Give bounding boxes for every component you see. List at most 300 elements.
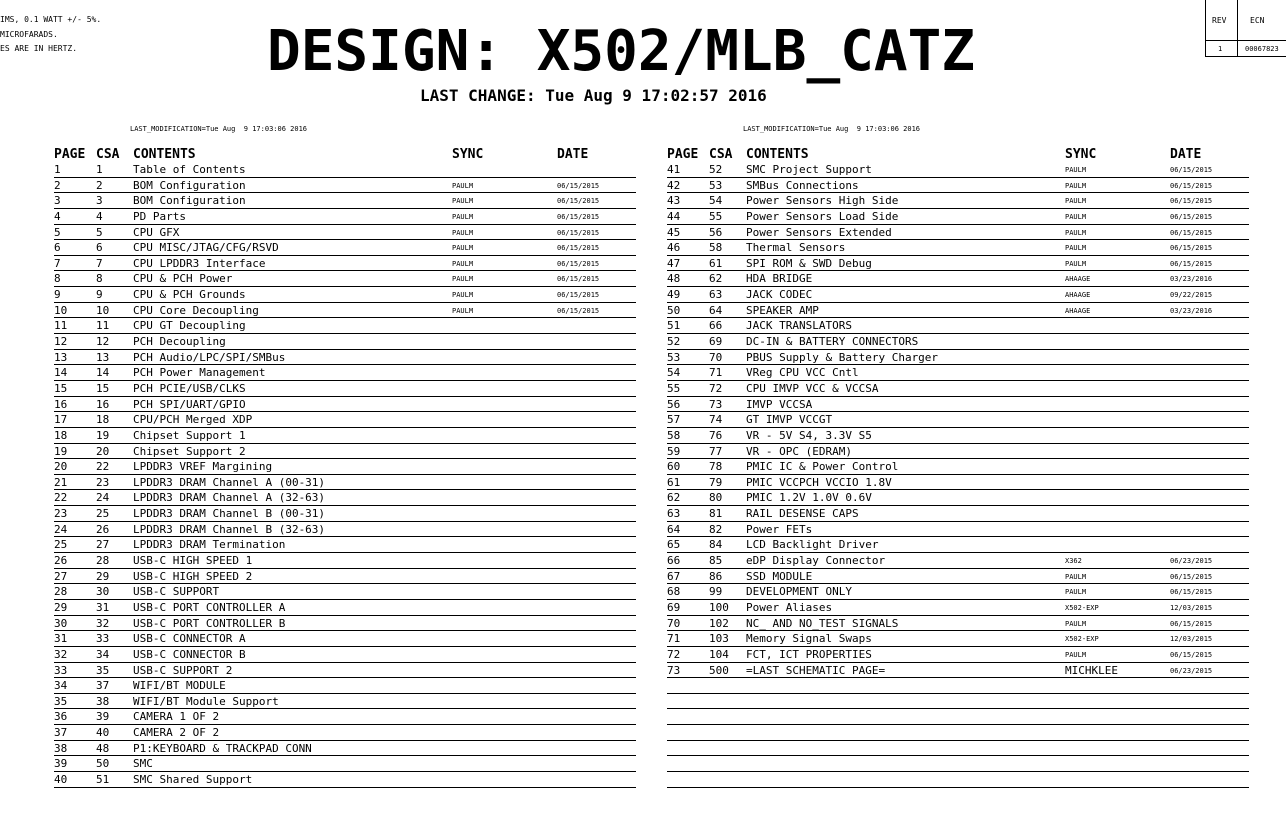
cell-page: 67 (667, 569, 681, 583)
cell-csa: 2 (96, 178, 103, 192)
table-row (54, 412, 636, 428)
table-header (54, 147, 636, 162)
table-row (667, 318, 1249, 334)
cell-page: 41 (667, 163, 681, 176)
cell-csa: 31 (96, 600, 110, 614)
table-row (667, 694, 1249, 710)
cell-csa: 78 (709, 460, 723, 474)
cell-page: 39 (54, 757, 68, 771)
cell-date: 03/23/2016 (1170, 275, 1213, 284)
table-row (667, 271, 1249, 287)
cell-csa: 56 (709, 225, 723, 239)
cell-contents: USB-C CONNECTOR A (133, 632, 246, 646)
ecn-value: 00067823 (1245, 45, 1279, 53)
cell-csa: 14 (96, 366, 110, 380)
cell-date: 06/15/2015 (1170, 572, 1213, 581)
cell-csa: 9 (96, 288, 103, 302)
cell-contents: eDP Display Connector (746, 554, 886, 568)
cell-csa: 50 (96, 757, 110, 771)
cell-date: 06/15/2015 (1170, 228, 1213, 237)
cell-contents: LPDDR3 VREF Margining (133, 460, 273, 474)
cell-csa: 26 (96, 522, 110, 536)
cell-date: 06/15/2015 (1170, 181, 1213, 190)
cell-contents: USB-C SUPPORT 2 (133, 663, 233, 677)
cell-contents: CPU Core Decoupling (133, 303, 259, 317)
cell-sync: X502-EXP (1065, 635, 1099, 644)
cell-csa: 55 (709, 209, 723, 223)
cell-csa: 37 (96, 679, 110, 693)
cell-csa: 34 (96, 647, 110, 661)
cell-page: 18 (54, 428, 68, 442)
header-csa: CSA (96, 147, 120, 162)
header-page: PAGE (54, 147, 86, 162)
cell-contents: Power Sensors Load Side (746, 209, 899, 223)
cell-sync: X362 (1065, 557, 1082, 566)
cell-csa: 63 (709, 288, 723, 302)
cell-csa: 70 (709, 350, 723, 364)
cell-contents: DEVELOPMENT ONLY (746, 585, 852, 599)
header-contents: CONTENTS (133, 147, 196, 162)
cell-csa: 58 (709, 241, 723, 255)
table-row (667, 162, 1249, 178)
cell-date: 06/15/2015 (1170, 197, 1213, 206)
cell-page: 3 (54, 194, 61, 208)
table-row (667, 631, 1249, 647)
cell-csa: 81 (709, 507, 723, 521)
cell-sync: PAULM (452, 244, 474, 253)
cell-contents: HDA BRIDGE (746, 272, 813, 286)
rev-label: REV (1212, 16, 1227, 25)
table-row (54, 381, 636, 397)
cell-contents: NC_ AND NO_TEST SIGNALS (746, 616, 899, 630)
cell-page: 40 (54, 772, 68, 786)
cell-sync: PAULM (1065, 650, 1087, 659)
cell-contents: CPU GFX (133, 225, 180, 239)
cell-contents: LPDDR3 DRAM Channel A (00-31) (133, 475, 326, 489)
cell-csa: 74 (709, 413, 723, 427)
table-row (54, 271, 636, 287)
table-row (667, 459, 1249, 475)
cell-csa: 25 (96, 507, 110, 521)
cell-csa: 27 (96, 538, 110, 552)
cell-contents: CPU & PCH Power (133, 272, 233, 286)
cell-csa: 79 (709, 475, 723, 489)
cell-csa: 84 (709, 538, 723, 552)
cell-csa: 29 (96, 569, 110, 583)
cell-page: 24 (54, 522, 68, 536)
cell-csa: 32 (96, 616, 110, 630)
table-row (667, 334, 1249, 350)
cell-page: 53 (667, 350, 681, 364)
cell-date: 06/15/2015 (1170, 212, 1213, 221)
table-row (667, 350, 1249, 366)
header-csa: CSA (709, 147, 733, 162)
cell-page: 73 (667, 663, 681, 677)
cell-page: 1 (54, 163, 61, 176)
cell-sync: AHAAGE (1065, 306, 1091, 315)
cell-page: 28 (54, 585, 68, 599)
cell-contents: SMC (133, 757, 153, 771)
table-row (667, 303, 1249, 319)
cell-date: 06/15/2015 (557, 275, 600, 284)
cell-page: 26 (54, 554, 68, 568)
rev-value: 1 (1218, 45, 1223, 53)
cell-sync: PAULM (1065, 572, 1087, 581)
cell-page: 38 (54, 741, 68, 755)
cell-sync: PAULM (452, 306, 474, 315)
note-line: ES ARE IN HERTZ. (0, 44, 78, 53)
cell-page: 9 (54, 288, 61, 302)
cell-csa: 5 (96, 225, 103, 239)
last-change: LAST CHANGE: Tue Aug 9 17:02:57 2016 (420, 86, 767, 105)
table-row (54, 209, 636, 225)
cell-page: 23 (54, 507, 68, 521)
cell-page: 14 (54, 366, 68, 380)
cell-contents: PMIC VCCPCH VCCIO 1.8V (746, 475, 892, 489)
cell-page: 60 (667, 460, 681, 474)
cell-contents: BOM Configuration (133, 194, 246, 208)
cell-contents: SMBus Connections (746, 178, 859, 192)
cell-contents: Table of Contents (133, 163, 246, 176)
cell-date: 06/15/2015 (1170, 619, 1213, 628)
cell-date: 06/15/2015 (557, 244, 600, 253)
cell-page: 68 (667, 585, 681, 599)
cell-csa: 19 (96, 428, 110, 442)
table-row (667, 522, 1249, 538)
cell-date: 06/15/2015 (557, 306, 600, 315)
cell-date: 06/15/2015 (1170, 244, 1213, 253)
cell-contents: LPDDR3 DRAM Termination (133, 538, 286, 552)
table-row (54, 490, 636, 506)
cell-page: 37 (54, 726, 68, 740)
cell-csa: 72 (709, 381, 723, 395)
cell-contents: Chipset Support 2 (133, 444, 246, 458)
table-row (54, 709, 636, 725)
table-row (667, 256, 1249, 272)
cell-csa: 73 (709, 397, 723, 411)
cell-csa: 39 (96, 710, 110, 724)
table-row (667, 193, 1249, 209)
cell-contents: SPEAKER AMP (746, 303, 819, 317)
cell-page: 42 (667, 178, 681, 192)
cell-page: 5 (54, 225, 61, 239)
cell-csa: 23 (96, 475, 110, 489)
cell-contents: CPU/PCH Merged XDP (133, 413, 253, 427)
note-line: IMS, 0.1 WATT +/- 5%. (0, 15, 102, 24)
cell-page: 58 (667, 428, 681, 442)
table-row (667, 365, 1249, 381)
cell-csa: 24 (96, 491, 110, 505)
cell-page: 17 (54, 413, 68, 427)
cell-csa: 53 (709, 178, 723, 192)
cell-sync: PAULM (452, 259, 474, 268)
cell-csa: 69 (709, 335, 723, 349)
cell-page: 56 (667, 397, 681, 411)
table-row (54, 616, 636, 632)
cell-page: 16 (54, 397, 68, 411)
cell-contents: PCH PCIE/USB/CLKS (133, 381, 246, 395)
cell-page: 21 (54, 475, 68, 489)
table-row (667, 553, 1249, 569)
table-row (54, 318, 636, 334)
cell-contents: Thermal Sensors (746, 241, 846, 255)
cell-page: 44 (667, 209, 681, 223)
cell-page: 48 (667, 272, 681, 286)
table-row (54, 475, 636, 491)
cell-page: 46 (667, 241, 681, 255)
cell-csa: 15 (96, 381, 110, 395)
rev-divider (1237, 0, 1238, 56)
cell-contents: USB-C PORT CONTROLLER B (133, 616, 286, 630)
table-row (54, 240, 636, 256)
cell-sync: PAULM (1065, 619, 1087, 628)
cell-contents: Memory Signal Swaps (746, 632, 872, 646)
cell-csa: 7 (96, 256, 103, 270)
cell-page: 47 (667, 256, 681, 270)
cell-csa: 16 (96, 397, 110, 411)
header-date: DATE (557, 147, 589, 162)
cell-contents: PMIC 1.2V 1.0V 0.6V (746, 491, 872, 505)
cell-csa: 77 (709, 444, 723, 458)
cell-page: 13 (54, 350, 68, 364)
cell-sync: PAULM (1065, 244, 1087, 253)
cell-csa: 6 (96, 241, 103, 255)
table-row (54, 694, 636, 710)
cell-contents: VR - OPC (EDRAM) (746, 444, 852, 458)
table-row (54, 506, 636, 522)
cell-page: 69 (667, 600, 681, 614)
cell-page: 22 (54, 491, 68, 505)
cell-date: 06/15/2015 (1170, 166, 1213, 174)
cell-csa: 52 (709, 163, 723, 176)
cell-page: 15 (54, 381, 68, 395)
header-contents: CONTENTS (746, 147, 809, 162)
cell-page: 52 (667, 335, 681, 349)
cell-date: 12/03/2015 (1170, 635, 1213, 644)
table-row (667, 569, 1249, 585)
cell-contents: LCD Backlight Driver (746, 538, 879, 552)
cell-contents: WIFI/BT MODULE (133, 679, 226, 693)
cell-csa: 66 (709, 319, 723, 333)
table-row (54, 287, 636, 303)
cell-sync: PAULM (1065, 259, 1087, 268)
cell-contents: BOM Configuration (133, 178, 246, 192)
cell-csa: 80 (709, 491, 723, 505)
cell-csa: 33 (96, 632, 110, 646)
cell-date: 03/23/2016 (1170, 306, 1213, 315)
general-notes (0, 13, 101, 57)
cell-contents: SSD MODULE (746, 569, 813, 583)
cell-csa: 100 (709, 600, 729, 614)
cell-csa: 1 (96, 163, 103, 176)
last-modification-left: LAST_MODIFICATION=Tue Aug 9 17:03:06 2016 (130, 125, 308, 133)
cell-csa: 85 (709, 554, 723, 568)
cell-csa: 82 (709, 522, 723, 536)
cell-page: 63 (667, 507, 681, 521)
cell-csa: 18 (96, 413, 110, 427)
cell-contents: CPU MISC/JTAG/CFG/RSVD (133, 241, 279, 255)
cell-csa: 86 (709, 569, 723, 583)
table-row (54, 334, 636, 350)
cell-page: 70 (667, 616, 681, 630)
table-row (54, 741, 636, 757)
table-row (667, 381, 1249, 397)
table-row (667, 178, 1249, 194)
cell-csa: 64 (709, 303, 723, 317)
table-row (54, 397, 636, 413)
cell-csa: 13 (96, 350, 110, 364)
cell-csa: 3 (96, 194, 103, 208)
cell-csa: 30 (96, 585, 110, 599)
cell-csa: 99 (709, 585, 723, 599)
table-row (667, 756, 1249, 772)
cell-page: 62 (667, 491, 681, 505)
table-row (667, 397, 1249, 413)
table-row (667, 663, 1249, 679)
cell-page: 30 (54, 616, 68, 630)
cell-contents: LPDDR3 DRAM Channel B (00-31) (133, 507, 326, 521)
table-row (667, 678, 1249, 694)
cell-contents: LPDDR3 DRAM Channel B (32-63) (133, 522, 326, 536)
table-row (667, 584, 1249, 600)
cell-csa: 40 (96, 726, 110, 740)
cell-csa: 20 (96, 444, 110, 458)
table-row (54, 663, 636, 679)
table-row (667, 725, 1249, 741)
cell-page: 32 (54, 647, 68, 661)
ecn-label: ECN (1250, 16, 1265, 25)
cell-contents: PD Parts (133, 209, 186, 223)
cell-csa: 500 (709, 663, 729, 677)
cell-csa: 4 (96, 209, 103, 223)
cell-contents: PCH SPI/UART/GPIO (133, 397, 246, 411)
cell-date: 06/15/2015 (557, 197, 600, 206)
cell-page: 65 (667, 538, 681, 552)
table-row (667, 240, 1249, 256)
cell-page: 7 (54, 256, 61, 270)
cell-csa: 38 (96, 694, 110, 708)
cell-contents: VR - 5V S4, 3.3V S5 (746, 428, 872, 442)
table-row (667, 772, 1249, 788)
table-row (54, 631, 636, 647)
cell-csa: 48 (96, 741, 110, 755)
cell-csa: 76 (709, 428, 723, 442)
cell-contents: Power Sensors High Side (746, 194, 899, 208)
table-row (667, 428, 1249, 444)
cell-page: 54 (667, 366, 681, 380)
cell-contents: CAMERA 1 OF 2 (133, 710, 220, 724)
table-row (54, 756, 636, 772)
table-row (667, 490, 1249, 506)
cell-contents: SPI ROM & SWD Debug (746, 256, 872, 270)
cell-date: 06/15/2015 (1170, 650, 1213, 659)
table-row (667, 600, 1249, 616)
cell-sync: PAULM (452, 197, 474, 206)
table-row (54, 678, 636, 694)
cell-contents: Power Sensors Extended (746, 225, 892, 239)
cell-contents: RAIL DESENSE CAPS (746, 507, 859, 521)
table-row (54, 444, 636, 460)
cell-sync: PAULM (452, 181, 474, 190)
cell-page: 11 (54, 319, 68, 333)
header-sync: SYNC (452, 147, 484, 162)
cell-contents: DC-IN & BATTERY CONNECTORS (746, 335, 919, 349)
cell-csa: 54 (709, 194, 723, 208)
cell-date: 06/15/2015 (557, 291, 600, 300)
cell-page: 29 (54, 600, 68, 614)
table-row (54, 256, 636, 272)
cell-contents: PCH Decoupling (133, 335, 226, 349)
table-row (667, 537, 1249, 553)
cell-contents: VReg CPU VCC Cntl (746, 366, 859, 380)
cell-page: 10 (54, 303, 68, 317)
table-row (54, 537, 636, 553)
design-title: DESIGN: X502/MLB_CATZ (267, 19, 976, 84)
cell-contents: USB-C CONNECTOR B (133, 647, 246, 661)
cell-date: 06/15/2015 (1170, 588, 1213, 597)
cell-contents: CPU IMVP VCC & VCCSA (746, 381, 879, 395)
table-row (667, 287, 1249, 303)
cell-contents: PBUS Supply & Battery Charger (746, 350, 939, 364)
cell-page: 59 (667, 444, 681, 458)
cell-contents: SMC Shared Support (133, 772, 253, 786)
cell-contents: P1:KEYBOARD & TRACKPAD CONN (133, 741, 312, 755)
table-row (54, 569, 636, 585)
cell-page: 31 (54, 632, 68, 646)
cell-sync: AHAAGE (1065, 291, 1091, 300)
cell-sync: PAULM (452, 275, 474, 284)
cell-date: 06/15/2015 (557, 228, 600, 237)
table-row (667, 741, 1249, 757)
table-row (54, 303, 636, 319)
cell-page: 45 (667, 225, 681, 239)
cell-csa: 104 (709, 647, 729, 661)
cell-contents: CPU & PCH Grounds (133, 288, 246, 302)
cell-page: 71 (667, 632, 681, 646)
cell-page: 72 (667, 647, 681, 661)
header-date: DATE (1170, 147, 1202, 162)
cell-contents: SMC Project Support (746, 163, 872, 176)
cell-page: 33 (54, 663, 68, 677)
table-row (667, 647, 1249, 663)
cell-contents: JACK TRANSLATORS (746, 319, 852, 333)
cell-date: 06/15/2015 (557, 181, 600, 190)
cell-page: 25 (54, 538, 68, 552)
cell-contents: Power FETs (746, 522, 813, 536)
cell-page: 8 (54, 272, 61, 286)
cell-date: 12/03/2015 (1170, 603, 1213, 612)
last-modification-right: LAST_MODIFICATION=Tue Aug 9 17:03:06 2016 (743, 125, 921, 133)
table-row (54, 600, 636, 616)
cell-contents: Chipset Support 1 (133, 428, 246, 442)
cell-contents: =LAST SCHEMATIC PAGE= (746, 663, 886, 677)
cell-csa: 62 (709, 272, 723, 286)
table-row (667, 225, 1249, 241)
cell-csa: 8 (96, 272, 103, 286)
table-row (667, 616, 1249, 632)
cell-contents: CAMERA 2 OF 2 (133, 726, 220, 740)
cell-sync: PAULM (1065, 197, 1087, 206)
cell-contents: USB-C HIGH SPEED 2 (133, 569, 253, 583)
cell-page: 49 (667, 288, 681, 302)
cell-csa: 61 (709, 256, 723, 270)
cell-contents: CPU LPDDR3 Interface (133, 256, 266, 270)
cell-sync: X502-EXP (1065, 603, 1099, 612)
cell-page: 20 (54, 460, 68, 474)
cell-csa: 12 (96, 335, 110, 349)
table-row (54, 162, 636, 178)
cell-date: 06/15/2015 (557, 259, 600, 268)
